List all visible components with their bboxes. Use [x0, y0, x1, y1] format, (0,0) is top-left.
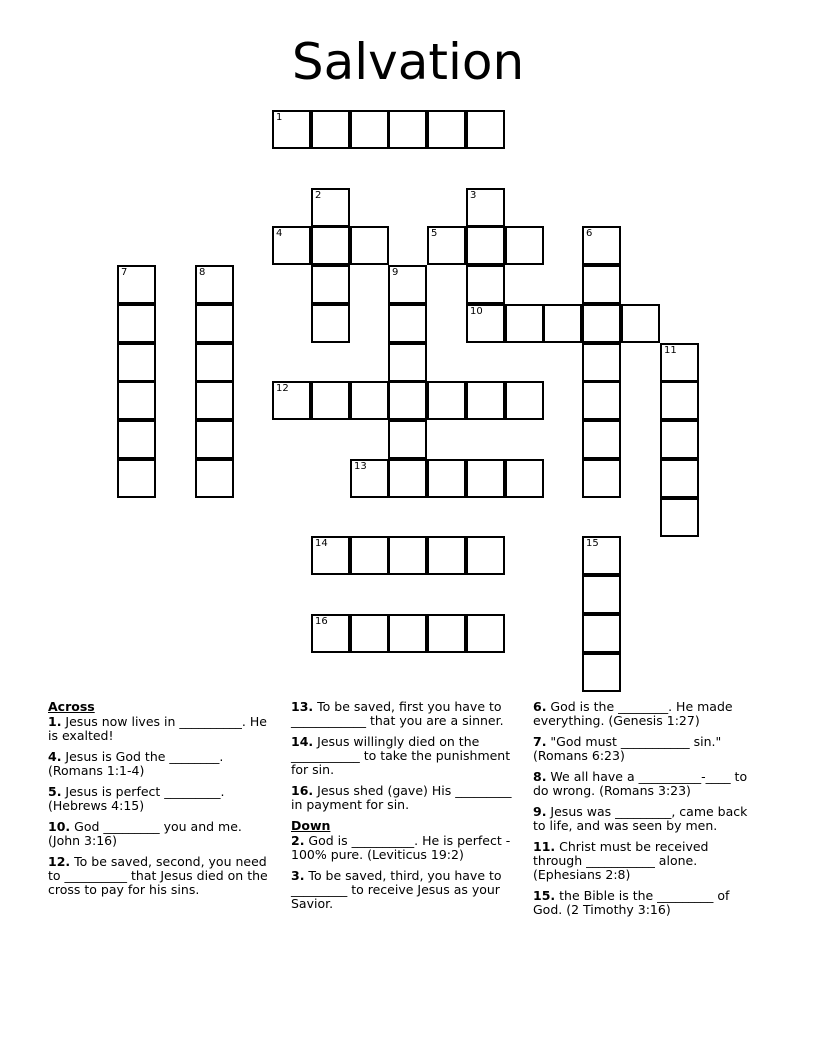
clue-text: We all have a __________-____ to do wrong. (Romans 3:23)	[533, 769, 748, 798]
clue-item	[291, 869, 526, 911]
crossword-cell[interactable]	[388, 304, 427, 343]
clue-number-label: 6	[586, 228, 593, 239]
crossword-cell-9[interactable]	[388, 265, 427, 304]
clue-number: 6.	[533, 699, 547, 714]
clue-text: the Bible is the _________ of God. (2 Timothy 3:16)	[533, 888, 730, 917]
crossword-cell[interactable]	[505, 381, 544, 420]
crossword-cell[interactable]	[311, 381, 350, 420]
crossword-cell-1[interactable]	[272, 110, 311, 149]
clue-number: 9.	[533, 804, 547, 819]
clue-number-label: 12	[276, 383, 289, 394]
crossword-cell[interactable]	[350, 110, 389, 149]
clue-item	[533, 805, 758, 833]
clue-text: Jesus now lives in __________. He is exalted!	[48, 714, 267, 743]
crossword-cell-5[interactable]	[427, 226, 466, 265]
crossword-cell[interactable]	[388, 343, 427, 382]
clue-item	[533, 770, 758, 798]
clue-item	[533, 840, 758, 882]
crossword-cell[interactable]	[388, 381, 427, 420]
crossword-cell[interactable]	[543, 304, 582, 343]
clue-number-label: 3	[470, 190, 477, 201]
crossword-cell-10[interactable]	[466, 304, 505, 343]
crossword-cell[interactable]	[505, 304, 544, 343]
crossword-cell[interactable]	[660, 498, 699, 537]
clue-text: Christ must be received through ___________ alone. (Ephesians 2:8)	[533, 839, 709, 882]
clue-item	[48, 785, 273, 813]
crossword-cell-15[interactable]	[582, 536, 621, 575]
crossword-cell[interactable]	[117, 381, 156, 420]
crossword-cell[interactable]	[388, 536, 427, 575]
crossword-cell[interactable]	[582, 420, 621, 459]
crossword-cell[interactable]	[117, 459, 156, 498]
clue-number-label: 10	[470, 306, 483, 317]
crossword-cell[interactable]	[582, 653, 621, 692]
crossword-cell[interactable]	[582, 304, 621, 343]
crossword-cell-7[interactable]	[117, 265, 156, 304]
crossword-cell[interactable]	[195, 459, 234, 498]
crossword-cell[interactable]	[582, 381, 621, 420]
crossword-cell[interactable]	[388, 459, 427, 498]
clue-text: "God must ___________ sin." (Romans 6:23)	[533, 734, 722, 763]
down-clue-list	[291, 834, 526, 911]
clue-number-label: 7	[121, 267, 128, 278]
crossword-cell[interactable]	[427, 536, 466, 575]
crossword-cell[interactable]	[427, 110, 466, 149]
crossword-cell-12[interactable]	[272, 381, 311, 420]
clue-text: Jesus willingly died on the ___________ to take the punishment for sin.	[291, 734, 511, 777]
crossword-cell[interactable]	[660, 459, 699, 498]
crossword-cell[interactable]	[195, 381, 234, 420]
crossword-cell[interactable]	[582, 614, 621, 653]
crossword-cell-3[interactable]	[466, 188, 505, 227]
clue-number-label: 8	[199, 267, 206, 278]
clue-text: Jesus is perfect _________. (Hebrews 4:15)	[48, 784, 225, 813]
crossword-cell[interactable]	[117, 420, 156, 459]
crossword-cell-13[interactable]	[350, 459, 389, 498]
crossword-cell[interactable]	[350, 614, 389, 653]
crossword-cell[interactable]	[660, 381, 699, 420]
crossword-cell-4[interactable]	[272, 226, 311, 265]
clue-item	[533, 889, 758, 917]
across-clue-list-continued	[291, 700, 526, 812]
crossword-cell[interactable]	[427, 459, 466, 498]
crossword-cell[interactable]	[388, 614, 427, 653]
crossword-cell[interactable]	[311, 110, 350, 149]
crossword-cell[interactable]	[466, 265, 505, 304]
crossword-cell[interactable]	[466, 536, 505, 575]
crossword-cell[interactable]	[582, 343, 621, 382]
crossword-cell[interactable]	[582, 459, 621, 498]
clue-number: 7.	[533, 734, 547, 749]
crossword-cell[interactable]	[466, 381, 505, 420]
crossword-cell[interactable]	[388, 110, 427, 149]
crossword-cell[interactable]	[195, 343, 234, 382]
clue-number: 4.	[48, 749, 62, 764]
clue-number-label: 11	[664, 345, 677, 356]
crossword-cell[interactable]	[427, 381, 466, 420]
clue-number: 15.	[533, 888, 556, 903]
clue-text: God is the ________. He made everything. (Genesis 1:27)	[533, 699, 733, 728]
clue-number-label: 5	[431, 228, 438, 239]
across-heading: Across	[48, 699, 95, 714]
clue-text: Jesus shed (gave) His _________ in payment for sin.	[291, 783, 512, 812]
clue-number: 14.	[291, 734, 314, 749]
page-title: Salvation	[291, 33, 525, 91]
down-heading: Down	[291, 818, 331, 833]
crossword-cell-2[interactable]	[311, 188, 350, 227]
clue-item	[291, 735, 526, 777]
clue-item	[48, 750, 273, 778]
crossword-cell[interactable]	[466, 614, 505, 653]
clue-number: 2.	[291, 833, 305, 848]
crossword-cell[interactable]	[582, 265, 621, 304]
crossword-cell[interactable]	[311, 226, 350, 265]
clue-text: Jesus was _________, came back to life, and was seen by men.	[533, 804, 748, 833]
clue-item	[291, 700, 526, 728]
clue-item	[291, 784, 526, 812]
across-clue-list	[48, 715, 273, 897]
clue-item	[533, 735, 758, 763]
crossword-cell[interactable]	[621, 304, 660, 343]
clue-number: 11.	[533, 839, 556, 854]
clue-item	[48, 855, 273, 897]
crossword-cell[interactable]	[505, 226, 544, 265]
crossword-cell[interactable]	[195, 420, 234, 459]
clue-text: To be saved, first you have to ____________ that you are a sinner.	[291, 699, 504, 728]
crossword-cell[interactable]	[350, 536, 389, 575]
clue-number: 8.	[533, 769, 547, 784]
crossword-cell[interactable]	[466, 459, 505, 498]
clue-number: 1.	[48, 714, 62, 729]
clue-number-label: 9	[392, 267, 399, 278]
clue-column-2	[291, 700, 526, 918]
clue-item	[533, 700, 758, 728]
crossword-cell[interactable]	[195, 304, 234, 343]
clue-text: To be saved, third, you have to _________ to receive Jesus as your Savior.	[291, 868, 502, 911]
crossword-cell[interactable]	[350, 381, 389, 420]
clue-number-label: 13	[354, 461, 367, 472]
clue-text: God is __________. He is perfect - 100% pure. (Leviticus 19:2)	[291, 833, 511, 862]
crossword-cell[interactable]	[311, 265, 350, 304]
clue-item	[48, 715, 273, 743]
crossword-cell[interactable]	[505, 459, 544, 498]
crossword-cell-14[interactable]	[311, 536, 350, 575]
crossword-cell[interactable]	[350, 226, 389, 265]
crossword-cell[interactable]	[660, 420, 699, 459]
clue-item	[48, 820, 273, 848]
clue-number-label: 16	[315, 616, 328, 627]
clue-number-label: 2	[315, 190, 322, 201]
crossword-cell[interactable]	[311, 304, 350, 343]
clue-number: 12.	[48, 854, 71, 869]
crossword-cell[interactable]	[582, 575, 621, 614]
clue-text: Jesus is God the ________. (Romans 1:1-4)	[48, 749, 224, 778]
crossword-cell[interactable]	[388, 420, 427, 459]
clue-number-label: 15	[586, 538, 599, 549]
clue-number: 3.	[291, 868, 305, 883]
clue-number: 5.	[48, 784, 62, 799]
clue-item	[291, 834, 526, 862]
clue-column-1	[48, 700, 273, 904]
crossword-cell[interactable]	[427, 614, 466, 653]
crossword-cell-11[interactable]	[660, 343, 699, 382]
clue-column-3	[533, 700, 758, 924]
crossword-cell-6[interactable]	[582, 226, 621, 265]
clue-text: God _________ you and me. (John 3:16)	[48, 819, 242, 848]
crossword-cell-16[interactable]	[311, 614, 350, 653]
crossword-cell[interactable]	[466, 110, 505, 149]
clue-number: 10.	[48, 819, 71, 834]
clue-number-label: 1	[276, 112, 283, 123]
down-clue-list-continued	[533, 700, 758, 917]
clue-number: 13.	[291, 699, 314, 714]
crossword-cell-8[interactable]	[195, 265, 234, 304]
crossword-cell[interactable]	[117, 343, 156, 382]
crossword-cell[interactable]	[117, 304, 156, 343]
clue-text: To be saved, second, you need to __________ that Jesus died on the cross to pay for his sins.	[48, 854, 268, 897]
clue-number: 16.	[291, 783, 314, 798]
clue-number-label: 14	[315, 538, 328, 549]
clue-number-label: 4	[276, 228, 283, 239]
crossword-cell[interactable]	[466, 226, 505, 265]
